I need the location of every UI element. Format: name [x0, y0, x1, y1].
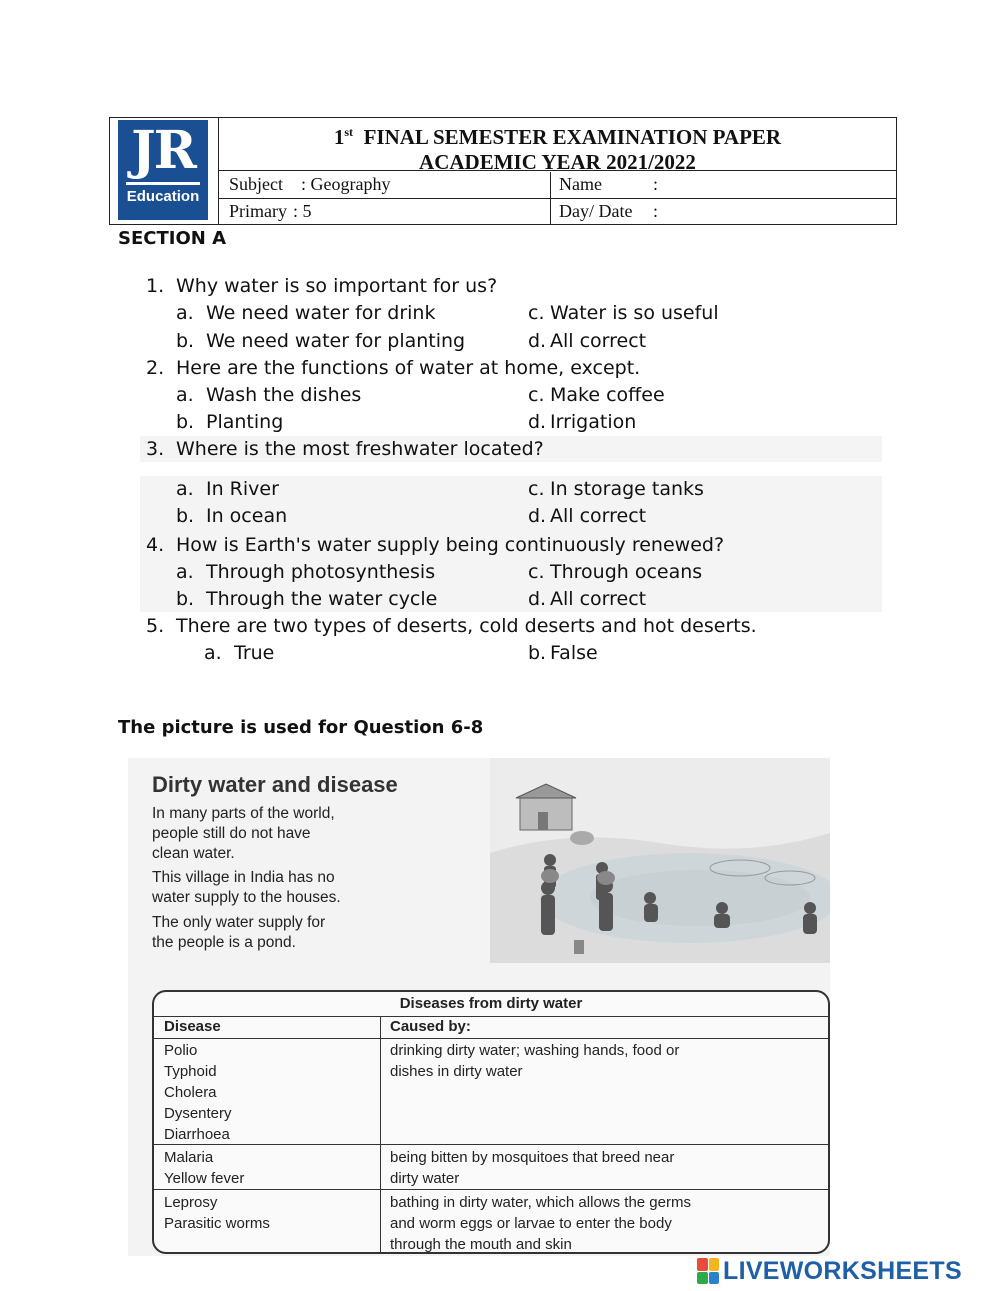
- question-number: 1.: [146, 275, 165, 297]
- option-letter: a.: [176, 302, 194, 324]
- question-number: 2.: [146, 357, 165, 379]
- option-letter: d.: [528, 505, 547, 527]
- option-letter: a.: [204, 642, 222, 664]
- option-letter: a.: [176, 384, 194, 406]
- cause-line: dirty water: [390, 1170, 460, 1187]
- figure-line: the people is a pond.: [152, 934, 296, 951]
- option-text[interactable]: All correct: [550, 505, 647, 527]
- option-letter: c.: [528, 384, 545, 406]
- question-number: 3.: [146, 438, 165, 460]
- figure-title: Dirty water and disease: [152, 772, 398, 797]
- option-text[interactable]: Wash the dishes: [206, 384, 362, 406]
- logo-letters: JR: [131, 120, 195, 181]
- primary-cell: [219, 199, 551, 225]
- question-text: How is Earth's water supply being continuously renewed?: [176, 534, 725, 556]
- cause-line: dishes in dirty water: [390, 1063, 523, 1080]
- disease-list: [164, 1040, 374, 1145]
- figure-line: The only water supply for: [152, 914, 326, 931]
- option-letter: c.: [528, 478, 545, 500]
- option-letter: d.: [528, 588, 547, 610]
- disease-name: Diarrhoea: [164, 1126, 230, 1143]
- disease-name: Leprosy: [164, 1194, 218, 1211]
- option-text[interactable]: All correct: [550, 330, 647, 352]
- option-text[interactable]: Irrigation: [550, 411, 637, 433]
- header-row-primary: [219, 199, 896, 225]
- option-letter: b.: [176, 588, 195, 610]
- question-number: 4.: [146, 534, 165, 556]
- option-text[interactable]: In ocean: [206, 505, 288, 527]
- option-text[interactable]: True: [234, 642, 275, 664]
- figure-paragraph-3: [152, 913, 325, 953]
- diseases-table: [152, 990, 830, 1254]
- title-ordinal: 1: [333, 125, 345, 149]
- subject-cell: [219, 172, 551, 198]
- option-text[interactable]: We need water for drink: [206, 302, 436, 324]
- option-letter: c.: [528, 561, 545, 583]
- subject-label: Subject: [229, 174, 283, 194]
- question-text: Where is the most freshwater located?: [176, 438, 544, 460]
- section-title: SECTION A: [118, 228, 227, 249]
- option-letter: a.: [176, 478, 194, 500]
- primary-value: : 5: [293, 201, 312, 221]
- question-text: There are two types of deserts, cold deserts and hot deserts.: [176, 615, 757, 637]
- col-caused-by: Caused by:: [390, 1018, 471, 1035]
- table-row: [154, 1038, 828, 1144]
- option-letter: b.: [176, 411, 195, 433]
- option-letter: b.: [176, 330, 195, 352]
- option-text[interactable]: Through photosynthesis: [206, 561, 436, 583]
- name-label: Name: [559, 174, 602, 194]
- option-text[interactable]: In River: [206, 478, 279, 500]
- cause-line: and worm eggs or larvae to enter the body: [390, 1215, 672, 1232]
- figure-line: In many parts of the world,: [152, 805, 335, 822]
- question-text: Here are the functions of water at home, except.: [176, 357, 641, 379]
- question-number: 5.: [146, 615, 165, 637]
- option-letter: b.: [528, 642, 547, 664]
- disease-name: Parasitic worms: [164, 1215, 270, 1232]
- name-cell: [551, 172, 896, 198]
- disease-name: Yellow fever: [164, 1170, 245, 1187]
- date-cell: [551, 199, 896, 225]
- figure-line: people still do not have: [152, 825, 311, 842]
- disease-name: Dysentery: [164, 1105, 232, 1122]
- option-text[interactable]: In storage tanks: [550, 478, 704, 500]
- primary-label: Primary: [229, 201, 287, 221]
- cause-line: bathing in dirty water, which allows the germs: [390, 1194, 691, 1211]
- disease-name: Polio: [164, 1042, 198, 1059]
- disease-name: Cholera: [164, 1084, 217, 1101]
- option-letter: b.: [176, 505, 195, 527]
- option-letter: d.: [528, 411, 547, 433]
- option-letter: d.: [528, 330, 547, 352]
- liveworksheets-watermark: [697, 1256, 962, 1286]
- village-pond-illustration: [490, 758, 830, 963]
- option-text[interactable]: Make coffee: [550, 384, 665, 406]
- option-text[interactable]: We need water for planting: [206, 330, 466, 352]
- table-row: [154, 1190, 828, 1252]
- option-letter: c.: [528, 302, 545, 324]
- date-value: :: [653, 201, 659, 221]
- figure-paragraph-1: [152, 804, 335, 864]
- dirty-water-figure: [128, 758, 830, 1256]
- disease-name: Typhoid: [164, 1063, 217, 1080]
- logo-cell: [110, 118, 219, 224]
- watermark-text: LIVEWORKSHEETS: [723, 1256, 962, 1285]
- disease-list: [164, 1147, 374, 1189]
- option-text[interactable]: All correct: [550, 588, 647, 610]
- subject-value: : Geography: [301, 174, 391, 194]
- option-text[interactable]: Water is so useful: [550, 302, 719, 324]
- col-disease: Disease: [164, 1018, 221, 1035]
- exam-title-line2: ACADEMIC YEAR 2021/2022: [419, 150, 696, 174]
- figure-line: clean water.: [152, 845, 235, 862]
- exam-header: [109, 117, 897, 225]
- name-value: :: [653, 174, 659, 194]
- header-row-subject: [219, 172, 896, 199]
- question-text: Why water is so important for us?: [176, 275, 498, 297]
- table-header-row: [154, 1016, 828, 1039]
- table-row: [154, 1145, 828, 1189]
- liveworksheets-logo-icon: [697, 1258, 719, 1284]
- date-label: Day/ Date: [559, 201, 633, 221]
- option-text[interactable]: False: [550, 642, 598, 664]
- figure-line: water supply to the houses.: [152, 889, 341, 906]
- table-title: Diseases from dirty water: [154, 992, 828, 1017]
- figure-line: This village in India has no: [152, 869, 335, 886]
- disease-cause: [390, 1192, 820, 1254]
- cause-line: through the mouth and skin: [390, 1236, 572, 1253]
- exam-title: [219, 118, 896, 174]
- exam-title-line1: [219, 120, 896, 150]
- title-ordinal-suffix: st: [344, 125, 354, 139]
- logo-subtitle: Education: [126, 188, 200, 205]
- option-text[interactable]: Planting: [206, 411, 284, 433]
- disease-name: Malaria: [164, 1149, 214, 1166]
- title-text: FINAL SEMESTER EXAMINATION PAPER: [363, 125, 782, 149]
- disease-cause: [390, 1147, 820, 1189]
- cause-line: drinking dirty water; washing hands, food or: [390, 1042, 680, 1059]
- disease-cause: [390, 1040, 820, 1082]
- picture-caption: The picture is used for Question 6-8: [118, 717, 484, 738]
- disease-list: [164, 1192, 374, 1234]
- figure-paragraph-2: [152, 868, 341, 908]
- jr-education-logo: [118, 120, 208, 220]
- option-text[interactable]: Through oceans: [550, 561, 703, 583]
- cause-line: being bitten by mosquitoes that breed near: [390, 1149, 675, 1166]
- option-text[interactable]: Through the water cycle: [206, 588, 438, 610]
- option-letter: a.: [176, 561, 194, 583]
